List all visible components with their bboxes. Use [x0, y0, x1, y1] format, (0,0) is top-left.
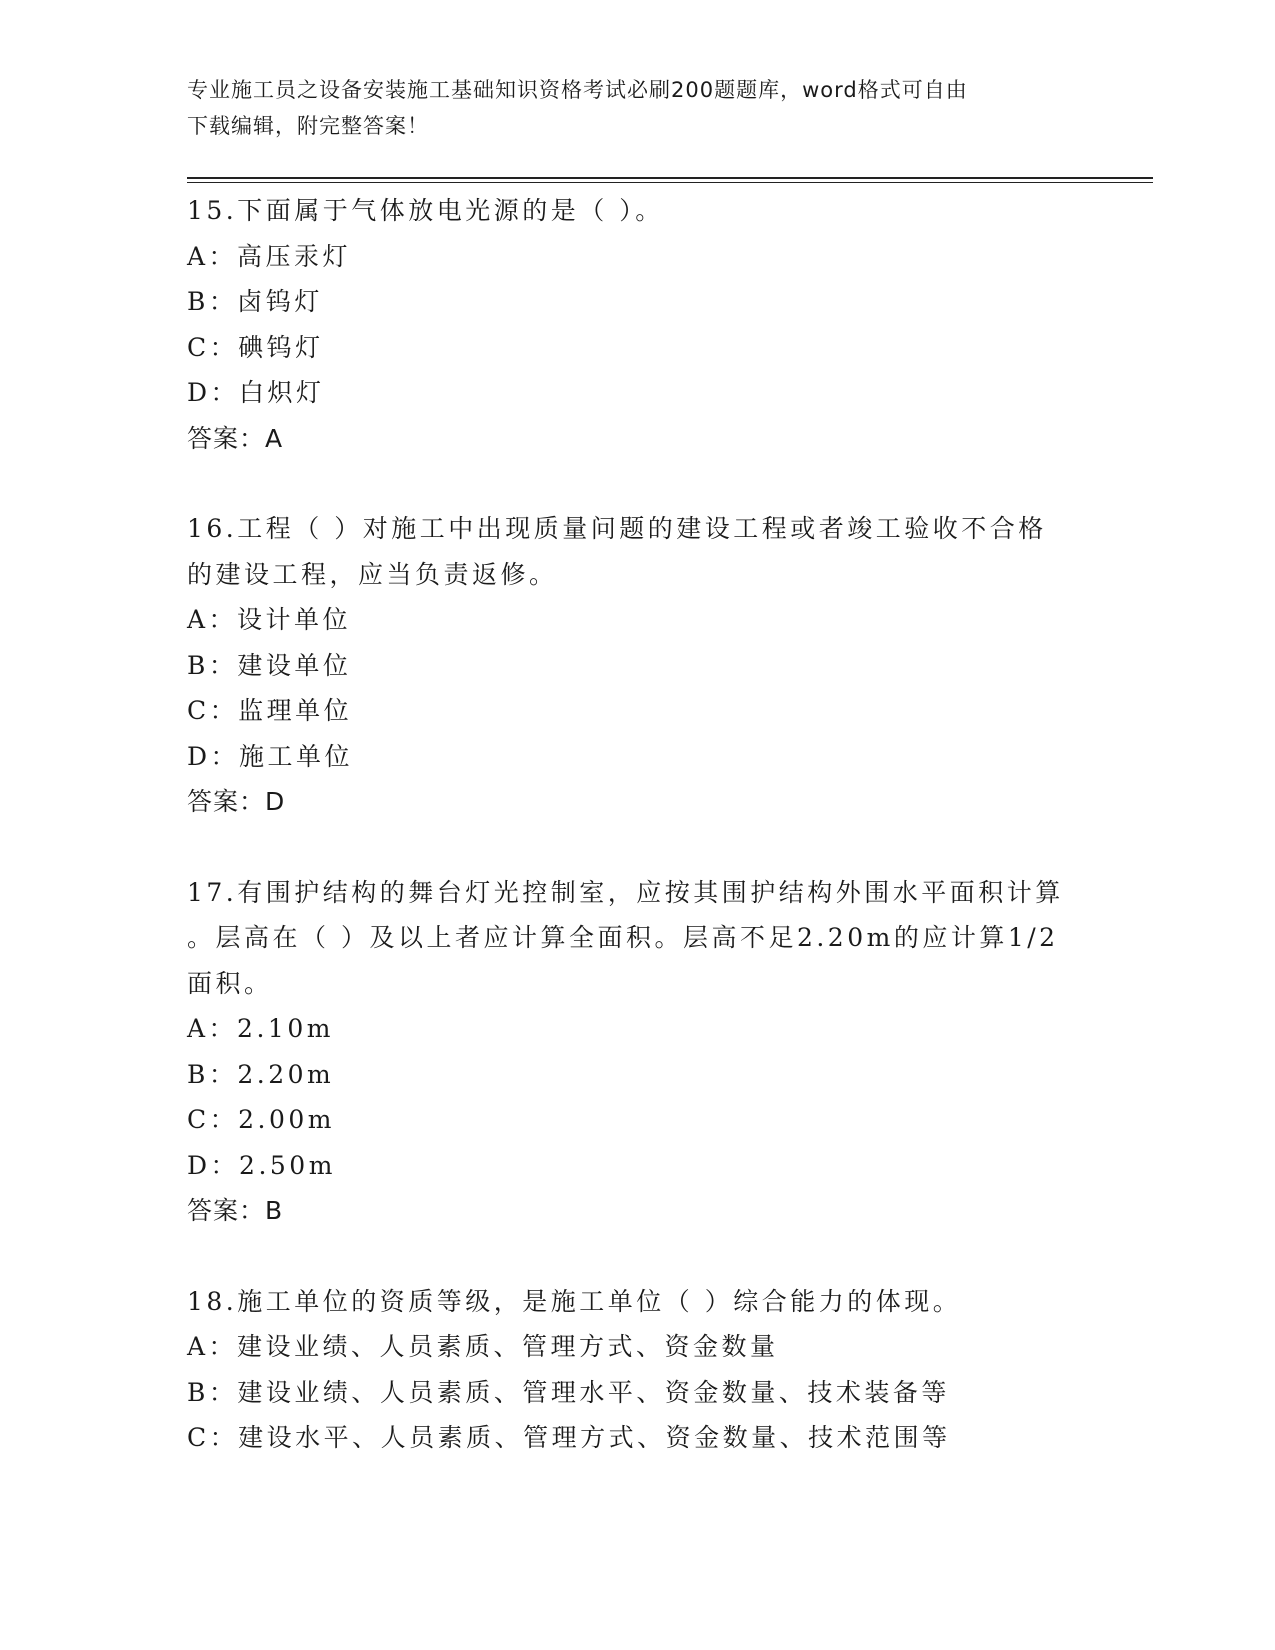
- document-header: [187, 72, 1087, 144]
- header-divider: [187, 177, 1153, 183]
- answer-line: 答案：D: [187, 787, 286, 816]
- header-line-2: 下载编辑，附完整答案！: [187, 114, 429, 138]
- question-stem-continued: 。层高在（ ）及以上者应计算全面积。层高不足2.20m的应计算1/2: [187, 923, 1059, 952]
- question-stem-continued: 的建设工程，应当负责返修。: [187, 559, 558, 589]
- option-c: C：2.00m: [187, 1105, 335, 1134]
- question-stem: 16.工程（ ）对施工中出现质量问题的建设工程或者竣工验收不合格: [187, 514, 1047, 543]
- option-b: B：卤钨灯: [187, 287, 323, 316]
- header-line-1: 专业施工员之设备安装施工基础知识资格考试必刷200题题库，word格式可自由: [187, 78, 968, 102]
- option-b: B：建设单位: [187, 650, 352, 680]
- question-stem: 15.下面属于气体放电光源的是（ ）。: [187, 196, 664, 225]
- question-stem-continued: 面积。: [187, 968, 273, 998]
- question-18: [187, 1279, 1087, 1461]
- question-16: [187, 506, 1087, 825]
- option-b: B：建设业绩、人员素质、管理水平、资金数量、技术装备等: [187, 1377, 950, 1407]
- question-stem: 17.有围护结构的舞台灯光控制室，应按其围护结构外围水平面积计算: [187, 877, 1064, 907]
- question-stem: 18.施工单位的资质等级，是施工单位（ ）综合能力的体现。: [187, 1286, 962, 1316]
- option-b: B：2.20m: [187, 1059, 335, 1089]
- option-a: A：2.10m: [187, 1014, 334, 1043]
- question-list: [187, 188, 1087, 1506]
- option-d: D：白炽灯: [187, 378, 325, 407]
- question-17: [187, 870, 1087, 1234]
- option-d: D：2.50m: [187, 1150, 336, 1180]
- option-a: A：高压汞灯: [187, 241, 352, 271]
- option-a: A：建设业绩、人员素质、管理方式、资金数量: [187, 1332, 779, 1361]
- option-a: A：设计单位: [187, 605, 352, 634]
- option-c: C：碘钨灯: [187, 332, 324, 362]
- option-c: C：建设水平、人员素质、管理方式、资金数量、技术范围等: [187, 1423, 951, 1452]
- answer-line: 答案：B: [187, 1196, 284, 1225]
- answer-line: 答案：A: [187, 423, 284, 453]
- option-d: D：施工单位: [187, 741, 354, 771]
- question-15: [187, 188, 1087, 461]
- option-c: C：监理单位: [187, 696, 353, 725]
